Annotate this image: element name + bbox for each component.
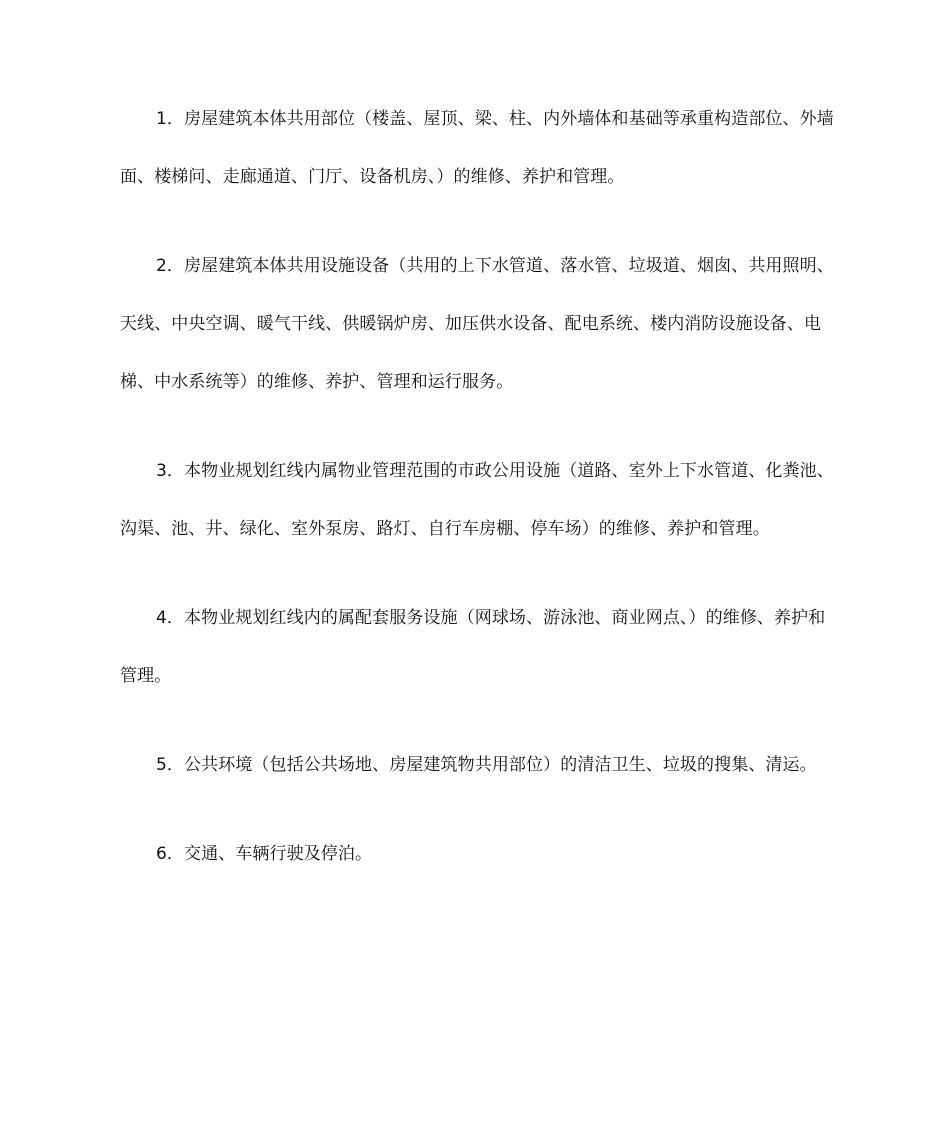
paragraph-4: 4．本物业规划红线内的属配套服务设施（网球场、游泳池、商业网点、）的维修、养护和管理。	[120, 608, 826, 686]
paragraph-6: 6．交通、车辆行驶及停泊。	[156, 844, 373, 864]
document-body	[120, 90, 840, 914]
paragraph-3: 3．本物业规划红线内属物业管理范围的市政公用设施（道路、室外上下水管道、化粪池、沟渠、池、井、绿化、室外泵房、路灯、自行车房棚、停车场）的维修、养护和管理。	[120, 461, 834, 539]
paragraph-5: 5．公共环境（包括公共场地、房屋建筑物共用部位）的清洁卫生、垃圾的搜集、清运。	[156, 755, 817, 775]
paragraph-1: 1．房屋建筑本体共用部位（楼盖、屋顶、梁、柱、内外墙体和基础等承重构造部位、外墙面、楼梯问、走廊通道、门厅、设备机房、）的维修、养护和管理。	[120, 109, 834, 187]
paragraph-2: 2．房屋建筑本体共用设施设备（共用的上下水管道、落水管、垃圾道、烟囱、共用照明、天线、中央空调、暖气干线、供暖锅炉房、加压供水设备、配电系统、楼内消防设施设备、电梯、中水系统等）的维修、养护、管理和运行服务。	[120, 256, 834, 392]
